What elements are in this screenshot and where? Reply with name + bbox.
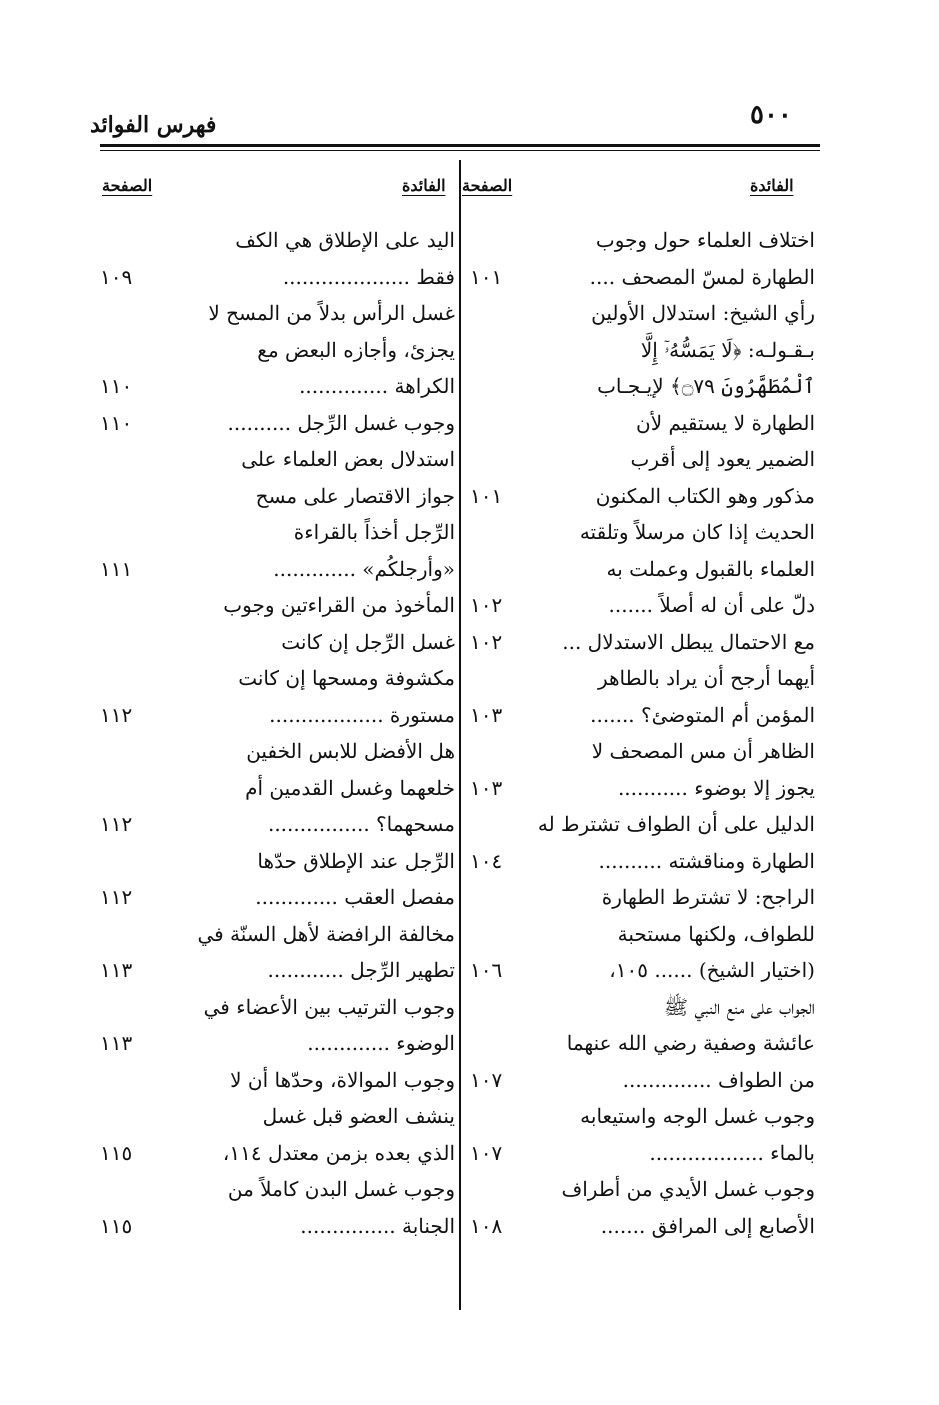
entry-text: دلّ على أن له أصلاً ....... — [608, 593, 815, 617]
entry-text: وجوب غسل البدن كاملاً من — [227, 1177, 455, 1201]
entry-text: مفصل العقب ............. — [255, 885, 455, 909]
entry-text: خلعهما وغسل القدمين أم — [245, 775, 455, 800]
index-entry-line — [470, 441, 815, 478]
index-entry-line — [470, 952, 815, 989]
entry-text: الطهارة لا يستقيم لأن — [636, 410, 815, 435]
entry-text: المأخوذ من القراءتين وجوب — [223, 593, 455, 617]
entry-text: الأصابع إلى المرافق ....... — [600, 1213, 815, 1238]
entry-page-number: ١١٣ — [100, 1031, 133, 1055]
index-entry-line — [470, 1135, 815, 1172]
entry-text: الطهارة لمسّ المصحف .... — [589, 264, 815, 289]
entry-text: غسل الرِّجل إن كانت — [281, 629, 455, 654]
entry-text: وجوب غسل الوجه واستيعابه — [580, 1104, 815, 1128]
entry-text: الجواب على منع النبي ﷺ — [663, 994, 815, 1019]
entry-text: الراجح: لا تشترط الطهارة — [601, 885, 815, 909]
entry-text: يجزئ، وأجازه البعض مع — [257, 337, 455, 362]
index-entry-line — [100, 1135, 455, 1172]
index-entry-line — [470, 1208, 815, 1245]
index-entry-line — [100, 806, 455, 843]
index-entry-line — [470, 368, 815, 405]
entry-text: جواز الاقتصار على مسح — [255, 483, 455, 508]
entry-text: بـقـولـه: ﴿لَا يَمَسُّهُۥٓ إِلَّا — [640, 337, 815, 362]
entry-text: رأي الشيخ: استدلال الأولين — [591, 301, 815, 325]
index-entry-line — [470, 405, 815, 442]
index-entry-line — [470, 295, 815, 332]
entry-text: بالماء .................. — [649, 1140, 815, 1165]
index-entry-line — [100, 551, 455, 588]
index-entry-line — [100, 1208, 455, 1245]
index-entry-line — [100, 478, 455, 515]
entry-page-number: ١١٠ — [100, 374, 133, 398]
entry-text: الضمير يعود إلى أقرب — [630, 447, 815, 471]
entry-text: مسحهما؟ ................ — [267, 812, 455, 836]
entry-text: (اختيار الشيخ) ...... ١٠٥، — [609, 958, 815, 982]
index-entry-line — [470, 1171, 815, 1208]
entry-text: وجوب غسل الرِّجل .......... — [227, 410, 455, 435]
entry-text: مكشوفة ومسحها إن كانت — [238, 666, 455, 690]
entry-page-number: ١٠٦ — [470, 958, 503, 982]
entry-page-number: ١١٠ — [100, 410, 133, 435]
entry-text: الدليل على أن الطواف تشترط له — [537, 812, 815, 836]
entry-text: الرِّجل أخذاً بالقراءة — [293, 520, 455, 544]
index-entry-line — [100, 441, 455, 478]
entry-text: استدلال بعض العلماء على — [241, 447, 455, 471]
running-title: فهرس الفوائد — [90, 112, 217, 138]
index-entry-line — [100, 1098, 455, 1135]
entry-text: ينشف العضو قبل غسل — [262, 1104, 455, 1128]
index-entry-line — [100, 697, 455, 734]
entry-text: تطهير الرِّجل ............ — [267, 958, 455, 982]
entry-text: ٱلْمُطَهَّرُونَ ۝٧٩﴾ لإيـجـاب — [597, 374, 815, 398]
index-entry-line — [100, 770, 455, 807]
entry-text: مخالفة الرافضة لأهل السنّة في — [197, 921, 455, 946]
entry-page-number: ١٠١ — [470, 264, 503, 289]
entry-page-number: ١٠٣ — [470, 702, 503, 727]
entry-text: المؤمن أم المتوضئ؟ ....... — [590, 702, 815, 727]
entry-page-number: ١٠١ — [470, 483, 503, 508]
entry-text: مذكور وهو الكتاب المكنون — [595, 483, 815, 508]
entry-text: هل الأفضل للابس الخفين — [246, 739, 455, 763]
entry-text: يجوز إلا بوضوء ........... — [617, 775, 815, 800]
index-entry-line — [100, 587, 455, 624]
index-entry-line — [100, 514, 455, 551]
right-index-column — [470, 222, 815, 1244]
index-entry-line — [100, 733, 455, 770]
entry-text: الجنابة ............... — [300, 1213, 455, 1238]
column-divider — [459, 160, 461, 1310]
left-page-heading: الصفحة — [102, 176, 153, 195]
header-rule-thick — [100, 144, 820, 147]
entry-text: وجوب الموالاة، وحدّها أن لا — [230, 1067, 455, 1092]
index-entry-line — [470, 514, 815, 551]
index-entry-line — [100, 660, 455, 697]
entry-text: الكراهة .............. — [299, 374, 455, 398]
entry-text: «وأرجلكُم» ............. — [273, 556, 455, 581]
entry-text: اليد على الإطلاق هي الكف — [235, 228, 455, 252]
entry-page-number: ١٠٧ — [470, 1067, 503, 1092]
entry-text: الحديث إذا كان مرسلاً وتلقته — [579, 520, 815, 544]
entry-text: أيهما أرجح أن يراد بالطاهر — [597, 666, 815, 690]
index-entry-line — [470, 332, 815, 369]
left-index-column — [100, 222, 455, 1244]
entry-page-number: ١٠٧ — [470, 1140, 503, 1165]
index-entry-line — [100, 879, 455, 916]
index-entry-line — [100, 332, 455, 369]
index-entry-line — [470, 733, 815, 770]
index-entry-line — [100, 952, 455, 989]
entry-text: فقط .................... — [282, 264, 455, 289]
entry-text: الذي بعده بزمن معتدل ١١٤، — [222, 1140, 455, 1165]
index-entry-line — [470, 806, 815, 843]
index-entry-line — [100, 259, 455, 296]
index-entry-line — [470, 259, 815, 296]
index-entry-line — [100, 368, 455, 405]
index-entry-line — [100, 1171, 455, 1208]
index-entry-line — [470, 660, 815, 697]
index-entry-line — [100, 843, 455, 880]
entry-page-number: ١١٢ — [100, 812, 133, 836]
entry-page-number: ١١٥ — [100, 1140, 133, 1165]
left-benefit-heading: الفائدة — [402, 176, 446, 195]
entry-text: وجوب الترتيب بين الأعضاء في — [203, 994, 455, 1019]
index-entry-line — [100, 405, 455, 442]
entry-page-number: ١١١ — [100, 556, 133, 581]
index-entry-line — [470, 222, 815, 259]
entry-text: الرِّجل عند الإطلاق حدّها — [257, 848, 455, 873]
index-entry-line — [470, 1062, 815, 1099]
entry-page-number: ١٠٢ — [470, 629, 503, 654]
entry-text: عائشة وصفية رضي الله عنهما — [566, 1031, 815, 1055]
entry-page-number: ١٠٣ — [470, 775, 503, 800]
entry-text: الوضوء ............. — [307, 1031, 455, 1055]
index-entry-line — [100, 222, 455, 259]
index-entry-line — [470, 989, 815, 1026]
entry-page-number: ١١٢ — [100, 885, 133, 909]
index-entry-line — [470, 551, 815, 588]
entry-page-number: ١١٥ — [100, 1213, 133, 1238]
index-entry-line — [100, 989, 455, 1026]
entry-text: غسل الرأس بدلاً من المسح لا — [208, 301, 455, 325]
entry-page-number: ١٠٩ — [100, 264, 133, 289]
index-entry-line — [470, 624, 815, 661]
entry-text: الظاهر أن مس المصحف لا — [591, 739, 815, 763]
index-entry-line — [470, 478, 815, 515]
index-entry-line — [470, 770, 815, 807]
entry-page-number: ١٠٤ — [470, 848, 503, 873]
entry-page-number: ١١٢ — [100, 702, 133, 727]
index-entry-line — [470, 1025, 815, 1062]
right-benefit-heading: الفائدة — [750, 176, 794, 195]
index-entry-line — [470, 1098, 815, 1135]
page-number: ٥٠٠ — [750, 100, 792, 130]
index-entry-line — [470, 916, 815, 953]
entry-text: للطواف، ولكنها مستحبة — [617, 921, 815, 946]
entry-text: من الطواف .............. — [622, 1067, 815, 1092]
entry-text: مع الاحتمال يبطل الاستدلال ... — [562, 629, 815, 654]
entry-page-number: ١٠٢ — [470, 593, 503, 617]
index-entry-line — [100, 624, 455, 661]
entry-text: العلماء بالقبول وعملت به — [606, 556, 815, 581]
index-entry-line — [100, 295, 455, 332]
entry-page-number: ١٠٨ — [470, 1213, 503, 1238]
index-entry-line — [470, 843, 815, 880]
index-entry-line — [100, 1025, 455, 1062]
index-entry-line — [100, 1062, 455, 1099]
right-page-heading: الصفحة — [462, 176, 513, 195]
header-rule-thin — [100, 150, 820, 151]
entry-page-number: ١١٣ — [100, 958, 133, 982]
index-entry-line — [470, 697, 815, 734]
entry-text: الطهارة ومناقشته .......... — [598, 848, 815, 873]
entry-text: مستورة .................. — [269, 702, 455, 727]
entry-text: اختلاف العلماء حول وجوب — [595, 228, 815, 252]
index-entry-line — [470, 587, 815, 624]
index-entry-line — [100, 916, 455, 953]
index-entry-line — [470, 879, 815, 916]
entry-text: وجوب غسل الأيدي من أطراف — [561, 1177, 815, 1201]
